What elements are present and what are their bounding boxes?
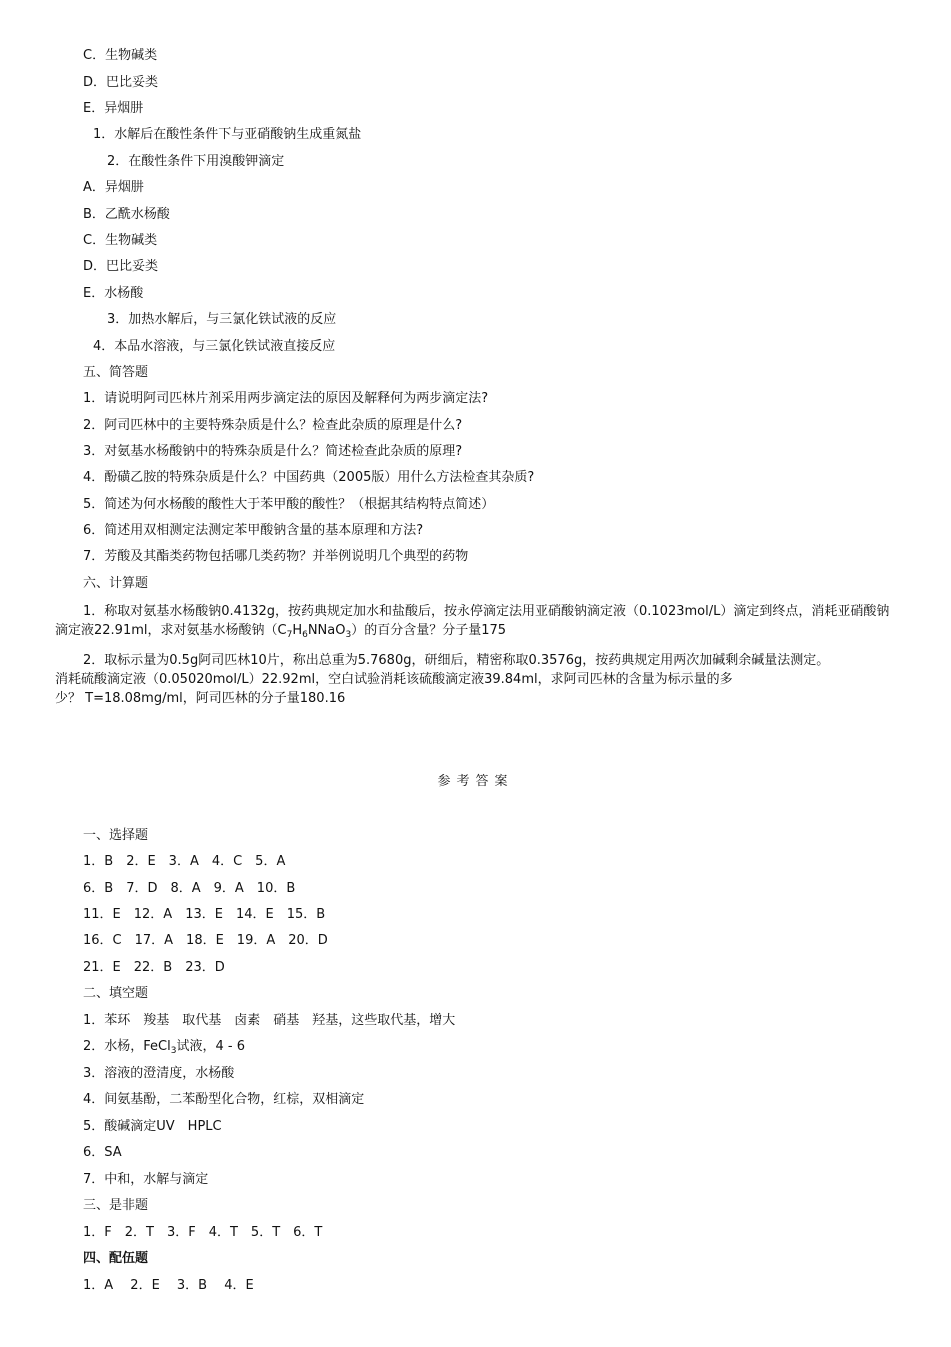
answer-row: 6．B 7．D 8．A 9．A 10．B [83, 881, 296, 896]
option-e: E．水杨酸 [83, 286, 144, 301]
calculation-question-2-line: 2．取标示量为0.5g阿司匹林10片，称出总重为5.7680g，研细后，精密称取0.3576g，按药典规定用两次加碱剩余碱量法测定。 [83, 653, 830, 668]
answer-row: 1．B 2．E 3．A 4．C 5．A [83, 854, 286, 869]
calculation-question-2-line: 少？ T=18.08mg/ml，阿司匹林的分子量180.16 [55, 691, 346, 706]
option-a: A．异烟肼 [83, 180, 144, 195]
answer-row: 4．间氨基酚，二苯酚型化合物，红棕，双相滴定 [83, 1092, 365, 1107]
match-item-4: 4．本品水溶液，与三氯化铁试液直接反应 [93, 339, 336, 354]
answer-row: 7．中和，水解与滴定 [83, 1172, 209, 1187]
answer-row: 1．F 2．T 3．F 4．T 5．T 6．T [83, 1225, 323, 1240]
answer-row: 6．SA [83, 1145, 122, 1160]
short-answer-item: 6．简述用双相测定法测定苯甲酸钠含量的基本原理和方法? [83, 523, 424, 538]
short-answer-item: 1．请说明阿司匹林片剂采用两步滴定法的原因及解释何为两步滴定法? [83, 391, 489, 406]
short-answer-item: 3．对氨基水杨酸钠中的特殊杂质是什么？简述检查此杂质的原理? [83, 444, 463, 459]
answer-heading-true-false: 三、是非题 [83, 1198, 149, 1213]
calculation-question-2-line: 消耗硫酸滴定液（0.05020mol/L）22.92ml，空白试验消耗该硫酸滴定液39.84ml，求阿司匹林的含量为标示量的多 [55, 672, 733, 687]
option-e: E．异烟肼 [83, 101, 144, 116]
match-item-1: 1．水解后在酸性条件下与亚硝酸钠生成重氮盐 [93, 127, 362, 142]
short-answer-item: 7．芳酸及其酯类药物包括哪几类药物？并举例说明几个典型的药物 [83, 549, 469, 564]
short-answer-item: 5．简述为何水杨酸的酸性大于苯甲酸的酸性？（根据其结构特点简述） [83, 497, 495, 512]
calculation-question-1: 1．称取对氨基水杨酸钠0.4132g，按药典规定加水和盐酸后，按永停滴定法用亚硝酸钠滴定液（0.1023mol/L）滴定到终点，消耗亚硝酸钠滴定液22.91ml，求对氨基水杨酸钠$(C_7H_6NNaO_3)$的百分含量？分子量175 [55, 604, 890, 640]
answer-row: 16．C 17．A 18．E 19．A 20．D [83, 933, 328, 948]
answer-row: 1．苯环 羧基 取代基 卤素 硝基 羟基，这些取代基，增大 [83, 1013, 456, 1028]
match-item-3: 3．加热水解后，与三氯化铁试液的反应 [107, 312, 337, 327]
match-item-2: 2．在酸性条件下用溴酸钾滴定 [107, 154, 285, 169]
option-c: C．生物碱类 [83, 233, 158, 248]
option-b: B．乙酰水杨酸 [83, 207, 170, 222]
answer-row: 1．A 2．E 3．B 4．E [83, 1278, 254, 1293]
answer-row: 5．酸碱滴定UV HPLC [83, 1119, 222, 1134]
answers-title: 参考答案 [437, 774, 514, 789]
option-d: D．巴比妥类 [83, 75, 159, 90]
option-c: C．生物碱类 [83, 48, 158, 63]
option-d: D．巴比妥类 [83, 259, 159, 274]
short-answer-item: 2．阿司匹林中的主要特殊杂质是什么？检查此杂质的原理是什么? [83, 418, 463, 433]
short-answer-item: 4．酚磺乙胺的特殊杂质是什么？中国药典（2005版）用什么方法检查其杂质? [83, 470, 535, 485]
answer-row: 11．E 12．A 13．E 14．E 15．B [83, 907, 326, 922]
answer-heading-fill: 二、填空题 [83, 986, 149, 1001]
answer-heading-matching: 四、配伍题 [83, 1251, 149, 1266]
section-heading-calculation: 六、计算题 [83, 576, 149, 591]
answer-row: 21．E 22．B 23．D [83, 960, 225, 975]
answer-heading-choice: 一、选择题 [83, 828, 149, 843]
answer-row: 2．水杨，FeCl$_3$试液，4 - 6 [83, 1039, 245, 1056]
answer-row: 3．溶液的澄清度，水杨酸 [83, 1066, 235, 1081]
section-heading-short-answer: 五、简答题 [83, 365, 149, 380]
